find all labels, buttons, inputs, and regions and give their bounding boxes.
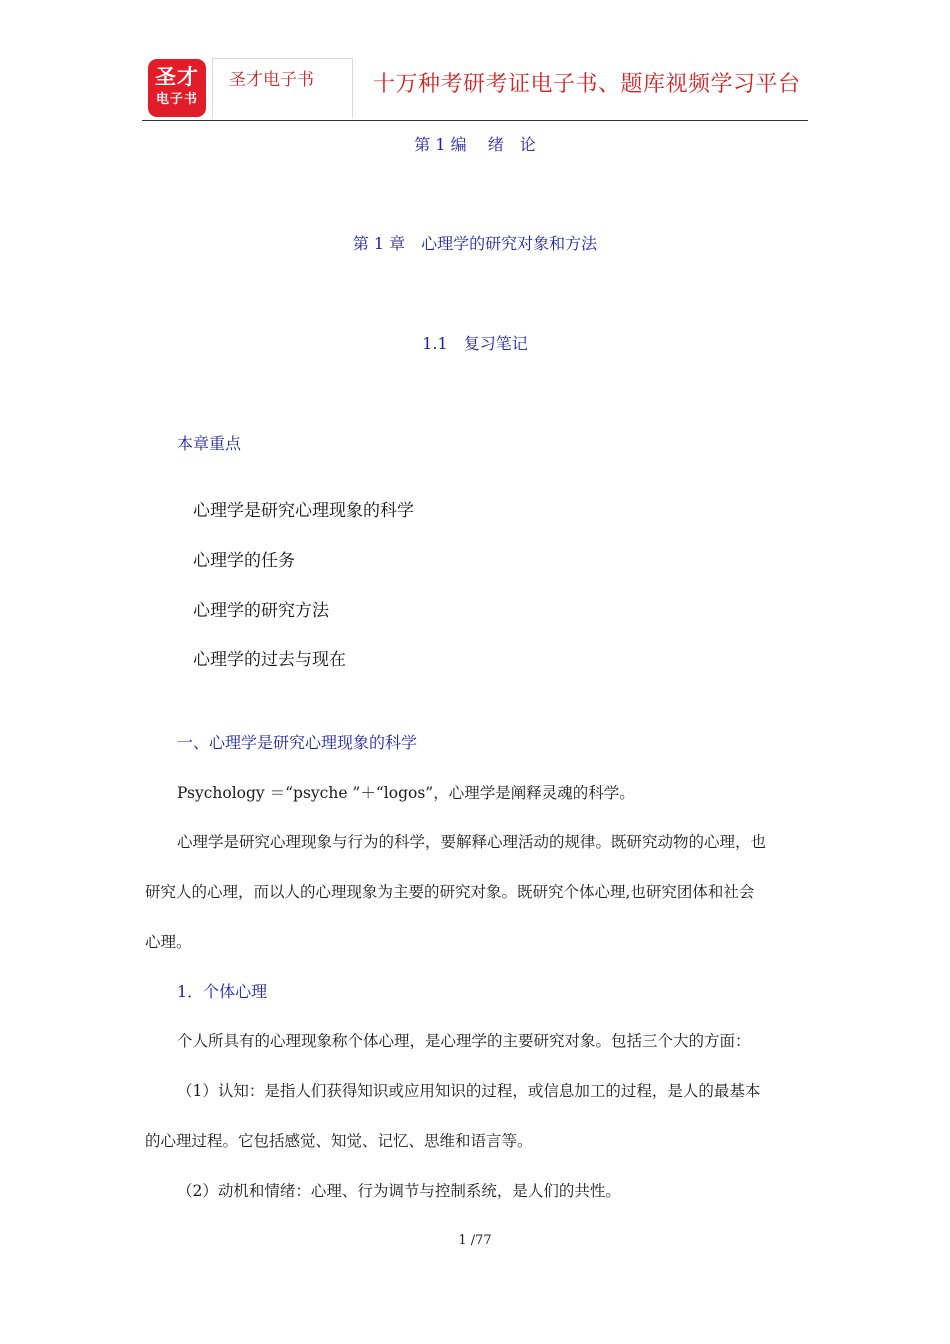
- formula-line: Psychology ＝“psyche ”＋“logos”，心理学是阐释灵魂的科学。: [177, 784, 635, 802]
- list-item-line: （1）认知：是指人们获得知识或应用知识的过程，或信息加工的过程，是人的最基本: [177, 1082, 761, 1100]
- logo-text-bottom: 电子书: [155, 92, 198, 107]
- list-item-line: 的心理过程。它包括感觉、知觉、记忆、思维和语言等。: [145, 1132, 533, 1150]
- subsection-heading: 1．个体心理: [177, 982, 268, 1001]
- brand-name: 圣才电子书: [229, 70, 314, 90]
- key-point-item: 心理学是研究心理现象的科学: [193, 501, 414, 521]
- key-point-item: 心理学的研究方法: [193, 601, 329, 621]
- key-point-item: 心理学的任务: [193, 551, 295, 571]
- page-number: 1 /77: [458, 1233, 492, 1248]
- header-tagline: 十万种考研考证电子书、题库视频学习平台: [373, 72, 801, 97]
- header-divider: [142, 120, 808, 121]
- paragraph-line: 研究人的心理，而以人的心理现象为主要的研究对象。既研究个体心理,也研究团体和社会: [145, 883, 755, 901]
- paragraph-line: 心理。: [145, 933, 192, 951]
- paragraph-line: 个人所具有的心理现象称个体心理，是心理学的主要研究对象。包括三个大的方面：: [177, 1032, 751, 1050]
- list-item-line: （2）动机和情绪：心理、行为调节与控制系统，是人们的共性。: [177, 1182, 621, 1200]
- chapter-title: 第 1 章 心理学的研究对象和方法: [352, 234, 598, 253]
- logo-text-top: 圣才: [155, 65, 199, 89]
- paragraph-line: 心理学是研究心理现象与行为的科学，要解释心理活动的规律。既研究动物的心理，也: [177, 833, 767, 851]
- section-heading-1: 一、心理学是研究心理现象的科学: [177, 733, 418, 752]
- section-title: 1.1 复习笔记: [422, 334, 528, 353]
- brand-logo: [148, 59, 206, 117]
- key-point-item: 心理学的过去与现在: [193, 650, 346, 670]
- key-points-heading: 本章重点: [177, 434, 242, 453]
- part-title: 第 1 编 绪 论: [414, 135, 536, 154]
